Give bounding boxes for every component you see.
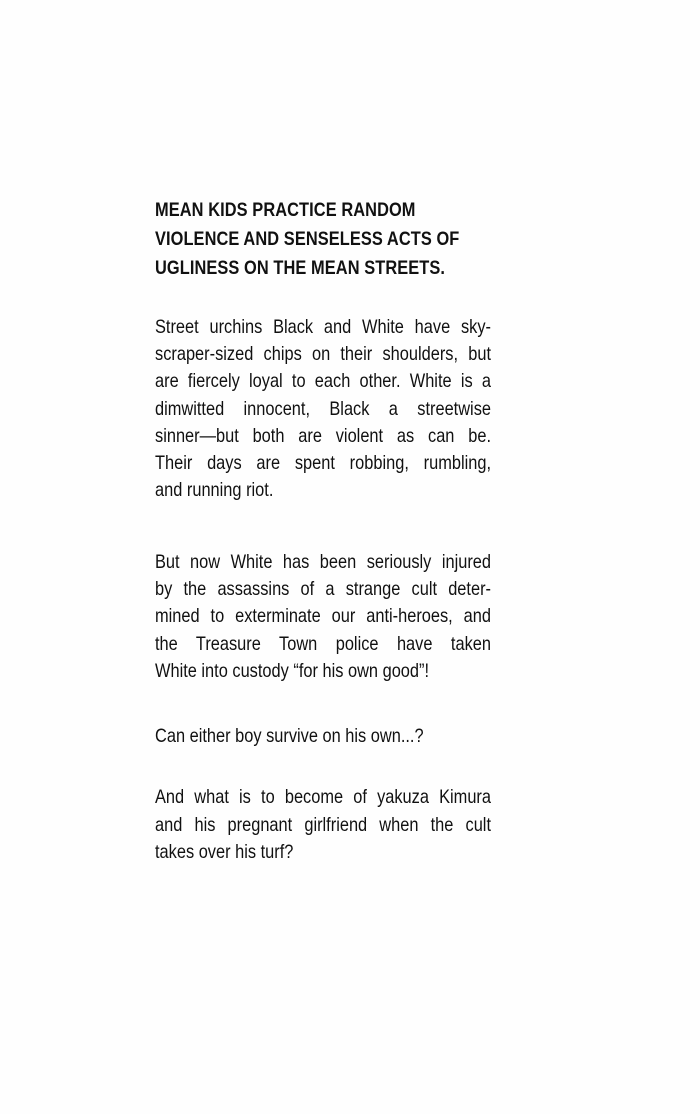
text-line: Can either boy survive on his own...? bbox=[155, 725, 424, 747]
text-line: sinner—but both are violent as can be. bbox=[155, 425, 491, 447]
text-line: Street urchins Black and White have sky- bbox=[155, 316, 491, 338]
headline-line: UGLINESS ON THE MEAN STREETS. bbox=[155, 257, 446, 279]
text-line: dimwitted innocent, Black a streetwise bbox=[155, 398, 491, 420]
headline-line: VIOLENCE AND SENSELESS ACTS OF bbox=[155, 228, 460, 250]
text-line: But now White has been seriously injured bbox=[155, 551, 491, 573]
text-line: and his pregnant girlfriend when the cult bbox=[155, 814, 491, 836]
text-line: White into custody “for his own good”! bbox=[155, 660, 430, 682]
text-line: takes over his turf? bbox=[155, 841, 294, 863]
text-line: and running riot. bbox=[155, 479, 274, 501]
text-line: the Treasure Town police have taken bbox=[155, 633, 491, 655]
text-line: And what is to become of yakuza Kimura bbox=[155, 786, 491, 808]
text-line: by the assassins of a strange cult deter- bbox=[155, 578, 491, 600]
text-line: scraper-sized chips on their shoulders, but bbox=[155, 343, 491, 365]
text-line: Their days are spent robbing, rumbling, bbox=[155, 452, 491, 474]
text-line: are fiercely loyal to each other. White is a bbox=[155, 370, 491, 392]
text-line: mined to exterminate our anti-heroes, and bbox=[155, 605, 491, 627]
headline-line: MEAN KIDS PRACTICE RANDOM bbox=[155, 199, 416, 221]
